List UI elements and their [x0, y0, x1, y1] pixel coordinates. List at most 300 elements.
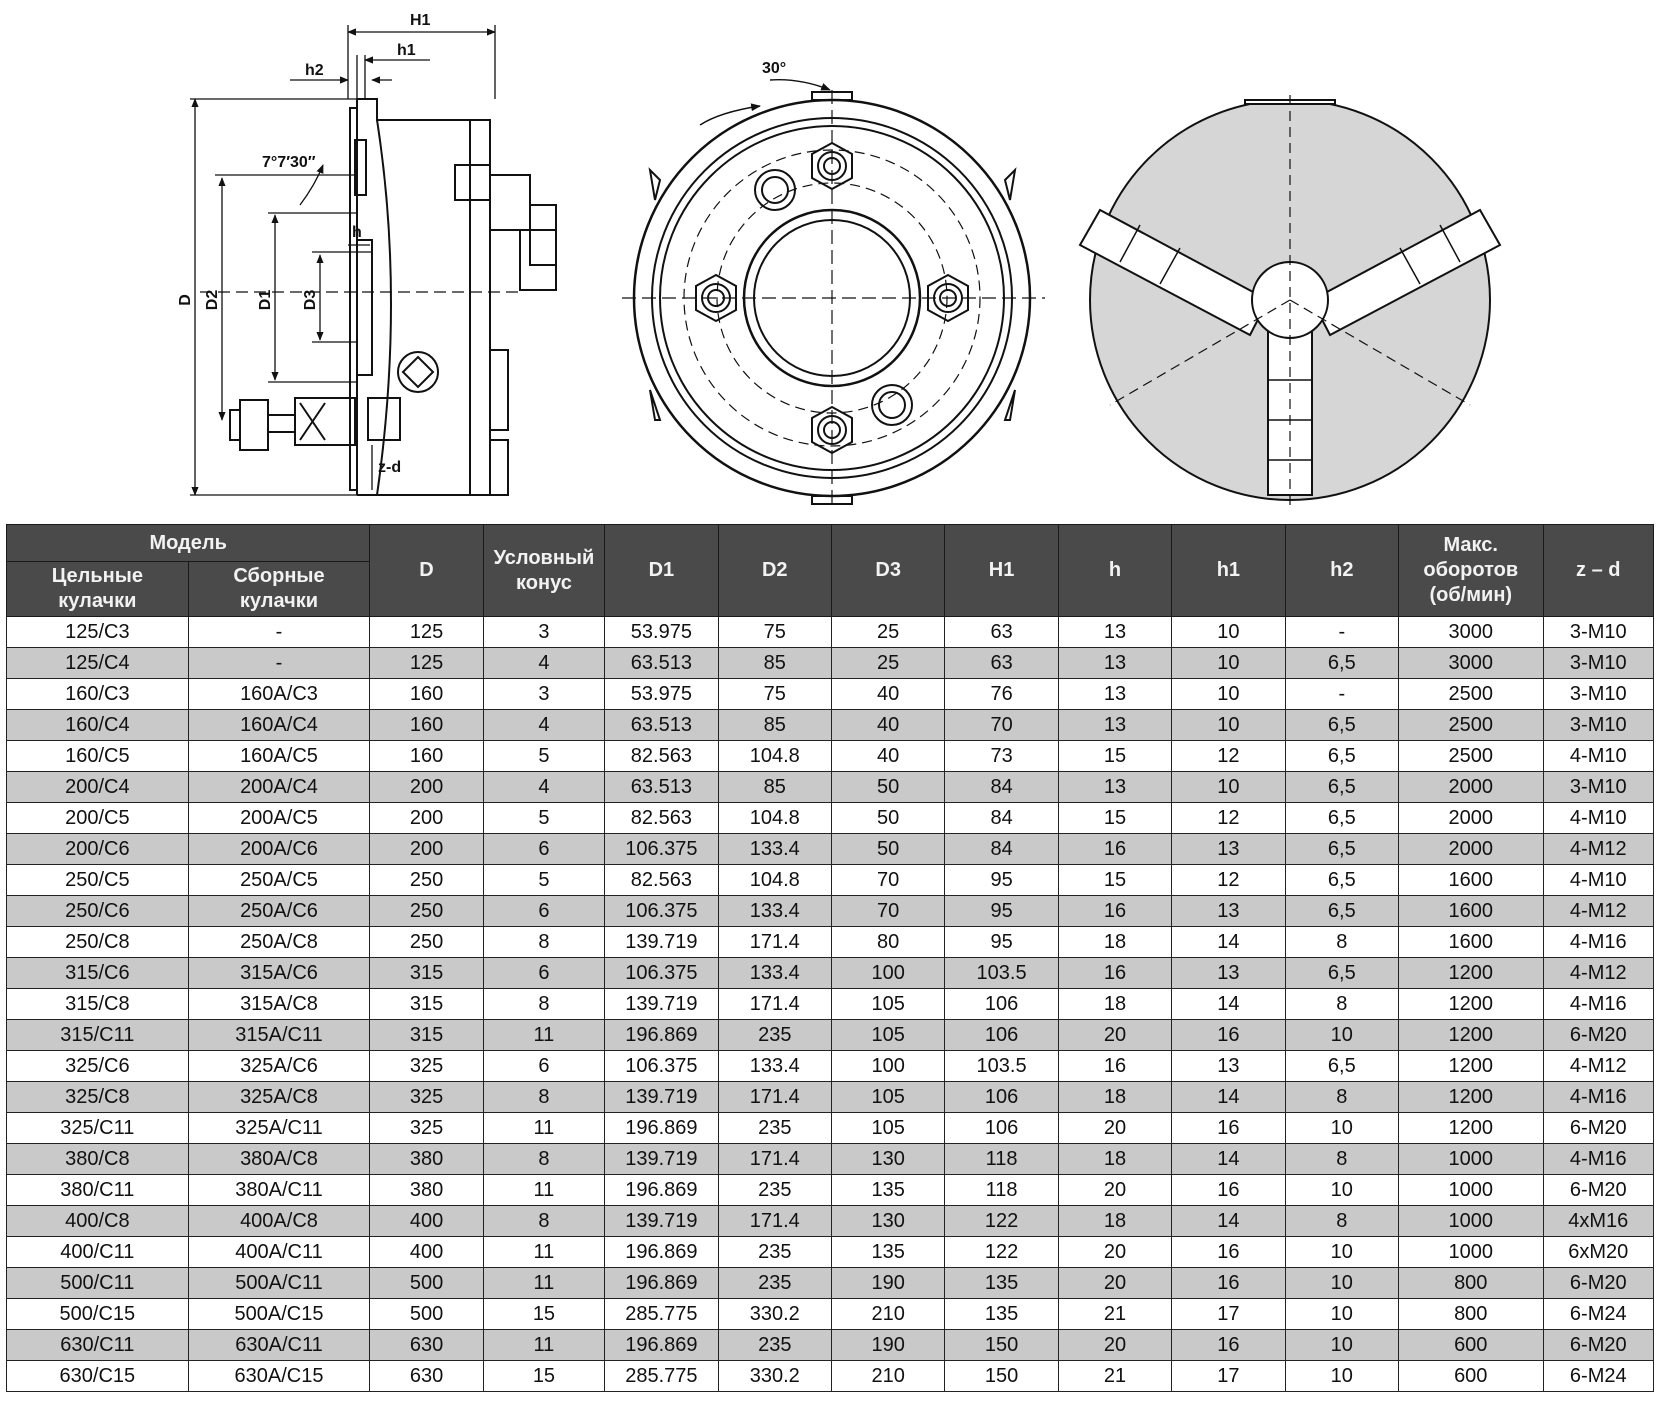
table-cell: 118 [945, 1175, 1058, 1206]
table-cell: - [1285, 617, 1398, 648]
table-cell: 106 [945, 1113, 1058, 1144]
table-cell: 133.4 [718, 896, 831, 927]
table-cell: 53.975 [605, 617, 718, 648]
table-row [7, 834, 1654, 865]
table-cell: 139.719 [605, 927, 718, 958]
table-cell: 15 [1058, 741, 1171, 772]
table-cell: 6-M24 [1543, 1361, 1653, 1392]
table-cell: 14 [1172, 1206, 1285, 1237]
table-cell: 600 [1399, 1361, 1544, 1392]
table-cell: 325A/C8 [188, 1082, 370, 1113]
table-cell: 50 [831, 834, 944, 865]
table-cell: 8 [1285, 1206, 1398, 1237]
table-cell: 85 [718, 648, 831, 679]
table-cell: 105 [831, 989, 944, 1020]
table-cell: 6,5 [1285, 648, 1398, 679]
table-cell: 380 [370, 1175, 483, 1206]
table-cell: 200/C4 [7, 772, 189, 803]
table-cell: 135 [831, 1175, 944, 1206]
header-D2: D2 [718, 525, 831, 617]
table-cell: 16 [1172, 1175, 1285, 1206]
table-cell: 6,5 [1285, 1051, 1398, 1082]
table-cell: 6,5 [1285, 834, 1398, 865]
table-cell: 2500 [1399, 741, 1544, 772]
table-cell: 160/C4 [7, 710, 189, 741]
table-cell: 235 [718, 1268, 831, 1299]
table-cell: 400A/C11 [188, 1237, 370, 1268]
table-cell: 63.513 [605, 710, 718, 741]
table-cell: 85 [718, 710, 831, 741]
table-cell: 3-M10 [1543, 772, 1653, 803]
table-cell: 600 [1399, 1330, 1544, 1361]
table-cell: 325 [370, 1082, 483, 1113]
table-cell: 196.869 [605, 1268, 718, 1299]
table-cell: 160/C5 [7, 741, 189, 772]
table-cell: 196.869 [605, 1175, 718, 1206]
table-cell: 171.4 [718, 927, 831, 958]
table-cell: 200 [370, 772, 483, 803]
table-cell: 160/C3 [7, 679, 189, 710]
table-cell: 500A/C11 [188, 1268, 370, 1299]
table-cell: 18 [1058, 1206, 1171, 1237]
table-cell: 160 [370, 710, 483, 741]
table-cell: 800 [1399, 1299, 1544, 1330]
table-cell: 150 [945, 1361, 1058, 1392]
table-cell: 63 [945, 617, 1058, 648]
table-cell: 171.4 [718, 989, 831, 1020]
table-row [7, 1144, 1654, 1175]
table-cell: 4-M10 [1543, 865, 1653, 896]
table-cell: 250A/C5 [188, 865, 370, 896]
table-row [7, 958, 1654, 989]
table-cell: 63.513 [605, 648, 718, 679]
table-cell: 8 [483, 989, 604, 1020]
table-cell: 196.869 [605, 1237, 718, 1268]
table-cell: 160 [370, 679, 483, 710]
table-cell: 160A/C3 [188, 679, 370, 710]
table-cell: 20 [1058, 1268, 1171, 1299]
table-cell: 106.375 [605, 834, 718, 865]
table-cell: 4-M16 [1543, 989, 1653, 1020]
table-cell: 315 [370, 958, 483, 989]
table-cell: 12 [1172, 803, 1285, 834]
table-cell: - [1285, 679, 1398, 710]
table-cell: 325A/C11 [188, 1113, 370, 1144]
table-cell: 6-M20 [1543, 1330, 1653, 1361]
table-cell: 16 [1172, 1020, 1285, 1051]
table-cell: 330.2 [718, 1299, 831, 1330]
table-cell: 135 [945, 1268, 1058, 1299]
table-cell: 25 [831, 648, 944, 679]
table-cell: 3-M10 [1543, 648, 1653, 679]
table-cell: 315/C6 [7, 958, 189, 989]
table-cell: 11 [483, 1113, 604, 1144]
table-cell: 315A/C11 [188, 1020, 370, 1051]
table-cell: 76 [945, 679, 1058, 710]
table-cell: 6 [483, 958, 604, 989]
table-cell: 4-M12 [1543, 834, 1653, 865]
table-row [7, 772, 1654, 803]
table-cell: 4 [483, 772, 604, 803]
table-cell: 250A/C6 [188, 896, 370, 927]
table-row [7, 1299, 1654, 1330]
table-cell: 4xM16 [1543, 1206, 1653, 1237]
table-cell: 4-M16 [1543, 1082, 1653, 1113]
table-cell: 4-M12 [1543, 958, 1653, 989]
table-cell: 125/C3 [7, 617, 189, 648]
table-cell: 250 [370, 865, 483, 896]
table-cell: 13 [1172, 958, 1285, 989]
header-h2: h2 [1285, 525, 1398, 617]
table-cell: 106.375 [605, 896, 718, 927]
table-row [7, 1051, 1654, 1082]
table-cell: 104.8 [718, 741, 831, 772]
header-h: h [1058, 525, 1171, 617]
table-cell: 2500 [1399, 679, 1544, 710]
table-cell: 20 [1058, 1020, 1171, 1051]
table-cell: 235 [718, 1175, 831, 1206]
table-cell: 6xM20 [1543, 1237, 1653, 1268]
header-max-rpm: Макс. оборотов (об/мин) [1399, 525, 1544, 617]
table-cell: 8 [483, 927, 604, 958]
table-cell: 315 [370, 1020, 483, 1051]
table-cell: 10 [1285, 1268, 1398, 1299]
table-row [7, 1268, 1654, 1299]
table-cell: 6-M20 [1543, 1020, 1653, 1051]
table-cell: 1200 [1399, 958, 1544, 989]
table-cell: 139.719 [605, 1206, 718, 1237]
table-cell: 235 [718, 1237, 831, 1268]
table-cell: 21 [1058, 1299, 1171, 1330]
table-cell: 4-M16 [1543, 1144, 1653, 1175]
table-cell: 315/C8 [7, 989, 189, 1020]
table-cell: - [188, 617, 370, 648]
table-cell: 10 [1172, 710, 1285, 741]
table-cell: 6,5 [1285, 896, 1398, 927]
table-cell: 500 [370, 1268, 483, 1299]
table-cell: 315 [370, 989, 483, 1020]
table-cell: 2000 [1399, 772, 1544, 803]
table-cell: 80 [831, 927, 944, 958]
table-cell: 106 [945, 989, 1058, 1020]
table-cell: 380A/C11 [188, 1175, 370, 1206]
table-cell: 315A/C6 [188, 958, 370, 989]
table-cell: 190 [831, 1268, 944, 1299]
table-cell: 1000 [1399, 1206, 1544, 1237]
table-cell: 4-M12 [1543, 1051, 1653, 1082]
table-cell: 1600 [1399, 927, 1544, 958]
table-cell: 160 [370, 741, 483, 772]
table-cell: 106 [945, 1082, 1058, 1113]
table-cell: 4 [483, 710, 604, 741]
table-cell: 11 [483, 1268, 604, 1299]
table-cell: 139.719 [605, 989, 718, 1020]
table-cell: 3000 [1399, 648, 1544, 679]
table-cell: 16 [1058, 1051, 1171, 1082]
table-cell: 14 [1172, 989, 1285, 1020]
table-cell: 122 [945, 1206, 1058, 1237]
table-cell: 315A/C8 [188, 989, 370, 1020]
header-solid-jaws: Цельные кулачки [7, 562, 189, 617]
table-cell: 8 [1285, 927, 1398, 958]
table-cell: 6-M20 [1543, 1113, 1653, 1144]
table-cell: 6 [483, 834, 604, 865]
table-cell: 14 [1172, 1082, 1285, 1113]
table-cell: 63 [945, 648, 1058, 679]
table-cell: 235 [718, 1113, 831, 1144]
table-cell: 200A/C4 [188, 772, 370, 803]
table-cell: 4-M12 [1543, 896, 1653, 927]
table-cell: 73 [945, 741, 1058, 772]
table-cell: 8 [483, 1206, 604, 1237]
table-cell: 171.4 [718, 1206, 831, 1237]
table-cell: 20 [1058, 1113, 1171, 1144]
table-cell: 330.2 [718, 1361, 831, 1392]
table-cell: 106.375 [605, 1051, 718, 1082]
table-cell: 11 [483, 1330, 604, 1361]
label-h2: h2 [305, 62, 324, 79]
table-cell: 11 [483, 1175, 604, 1206]
table-cell: 70 [945, 710, 1058, 741]
table-cell: 13 [1172, 1051, 1285, 1082]
table-cell: 3-M10 [1543, 679, 1653, 710]
table-cell: 3000 [1399, 617, 1544, 648]
label-D: D [177, 294, 194, 306]
table-cell: 130 [831, 1206, 944, 1237]
label-D2: D2 [204, 289, 221, 311]
label-30deg: 30° [762, 60, 787, 77]
table-cell: 1000 [1399, 1237, 1544, 1268]
table-row [7, 803, 1654, 834]
table-cell: 20 [1058, 1175, 1171, 1206]
table-cell: 235 [718, 1330, 831, 1361]
table-row [7, 865, 1654, 896]
table-cell: 125/C4 [7, 648, 189, 679]
label-angle: 7°7′30″ [262, 154, 316, 171]
table-cell: 6,5 [1285, 958, 1398, 989]
table-cell: 325/C6 [7, 1051, 189, 1082]
table-cell: 630/C11 [7, 1330, 189, 1361]
table-row [7, 1020, 1654, 1051]
table-cell: 400 [370, 1237, 483, 1268]
table-cell: 139.719 [605, 1082, 718, 1113]
table-cell: 196.869 [605, 1330, 718, 1361]
table-cell: 6-M20 [1543, 1175, 1653, 1206]
table-row [7, 1082, 1654, 1113]
table-cell: 325 [370, 1051, 483, 1082]
table-cell: 8 [483, 1082, 604, 1113]
table-cell: 1000 [1399, 1175, 1544, 1206]
table-cell: 160A/C5 [188, 741, 370, 772]
table-cell: 500/C11 [7, 1268, 189, 1299]
label-h1: h1 [397, 42, 416, 59]
table-cell: 500/C15 [7, 1299, 189, 1330]
table-row [7, 896, 1654, 927]
table-cell: 8 [1285, 989, 1398, 1020]
table-cell: 5 [483, 803, 604, 834]
table-cell: 6,5 [1285, 772, 1398, 803]
table-cell: 10 [1172, 772, 1285, 803]
table-cell: 250/C6 [7, 896, 189, 927]
header-zd: z – d [1543, 525, 1653, 617]
table-cell: 122 [945, 1237, 1058, 1268]
table-cell: 133.4 [718, 834, 831, 865]
table-cell: 200 [370, 803, 483, 834]
table-cell: 10 [1285, 1175, 1398, 1206]
table-cell: 800 [1399, 1268, 1544, 1299]
table-cell: 10 [1172, 617, 1285, 648]
table-cell: 6,5 [1285, 710, 1398, 741]
table-cell: 40 [831, 710, 944, 741]
table-cell: 105 [831, 1020, 944, 1051]
table-cell: 196.869 [605, 1020, 718, 1051]
table-cell: 1200 [1399, 1113, 1544, 1144]
table-row [7, 648, 1654, 679]
table-cell: 106 [945, 1020, 1058, 1051]
header-h1: h1 [1172, 525, 1285, 617]
table-cell: 139.719 [605, 1144, 718, 1175]
table-cell: 106.375 [605, 958, 718, 989]
table-cell: 12 [1172, 741, 1285, 772]
table-cell: 150 [945, 1330, 1058, 1361]
table-cell: 11 [483, 1020, 604, 1051]
table-cell: 103.5 [945, 958, 1058, 989]
table-cell: 20 [1058, 1237, 1171, 1268]
header-D3: D3 [831, 525, 944, 617]
table-cell: 40 [831, 679, 944, 710]
table-cell: 135 [831, 1237, 944, 1268]
table-cell: 130 [831, 1144, 944, 1175]
jaw-view [1080, 95, 1500, 505]
table-cell: 17 [1172, 1361, 1285, 1392]
table-row [7, 1361, 1654, 1392]
table-cell: 16 [1172, 1237, 1285, 1268]
table-cell: 100 [831, 958, 944, 989]
side-view [200, 99, 556, 495]
table-cell: 325/C11 [7, 1113, 189, 1144]
header-D1: D1 [605, 525, 718, 617]
table-cell: 85 [718, 772, 831, 803]
table-cell: 285.775 [605, 1361, 718, 1392]
table-cell: 630 [370, 1330, 483, 1361]
table-cell: 14 [1172, 1144, 1285, 1175]
table-cell: 6,5 [1285, 741, 1398, 772]
table-body [7, 617, 1654, 1392]
table-cell: 196.869 [605, 1113, 718, 1144]
table-cell: 10 [1172, 679, 1285, 710]
table-cell: 400/C8 [7, 1206, 189, 1237]
table-cell: 171.4 [718, 1144, 831, 1175]
table-cell: 100 [831, 1051, 944, 1082]
table-cell: 70 [831, 865, 944, 896]
table-row [7, 710, 1654, 741]
table-cell: - [188, 648, 370, 679]
table-cell: 10 [1285, 1020, 1398, 1051]
table-cell: 630A/C15 [188, 1361, 370, 1392]
table-cell: 3-M10 [1543, 710, 1653, 741]
table-row [7, 1206, 1654, 1237]
table-cell: 18 [1058, 1144, 1171, 1175]
table-cell: 285.775 [605, 1299, 718, 1330]
table-cell: 13 [1058, 772, 1171, 803]
table-cell: 1200 [1399, 1051, 1544, 1082]
table-cell: 160A/C4 [188, 710, 370, 741]
table-row [7, 741, 1654, 772]
table-cell: 4-M16 [1543, 927, 1653, 958]
table-cell: 6,5 [1285, 803, 1398, 834]
table-cell: 70 [831, 896, 944, 927]
table-cell: 200/C5 [7, 803, 189, 834]
table-cell: 2500 [1399, 710, 1544, 741]
table-cell: 235 [718, 1020, 831, 1051]
table-cell: 82.563 [605, 741, 718, 772]
table-cell: 118 [945, 1144, 1058, 1175]
table-cell: 15 [483, 1299, 604, 1330]
table-cell: 6 [483, 896, 604, 927]
table-cell: 2000 [1399, 803, 1544, 834]
table-cell: 5 [483, 865, 604, 896]
table-cell: 171.4 [718, 1082, 831, 1113]
header-model: Модель [7, 525, 370, 562]
table-cell: 95 [945, 865, 1058, 896]
table-cell: 16 [1058, 958, 1171, 989]
table-cell: 11 [483, 1237, 604, 1268]
table-cell: 21 [1058, 1361, 1171, 1392]
table-cell: 18 [1058, 989, 1171, 1020]
table-cell: 325 [370, 1113, 483, 1144]
table-cell: 4 [483, 648, 604, 679]
table-cell: 15 [1058, 865, 1171, 896]
table-cell: 18 [1058, 927, 1171, 958]
table-cell: 10 [1285, 1113, 1398, 1144]
table-cell: 53.975 [605, 679, 718, 710]
table-cell: 400 [370, 1206, 483, 1237]
table-cell: 16 [1172, 1113, 1285, 1144]
table-row [7, 1330, 1654, 1361]
table-cell: 75 [718, 617, 831, 648]
table-cell: 82.563 [605, 803, 718, 834]
label-D3: D3 [302, 289, 319, 311]
table-cell: 2000 [1399, 834, 1544, 865]
header-H1: H1 [945, 525, 1058, 617]
table-row [7, 617, 1654, 648]
table-cell: 135 [945, 1299, 1058, 1330]
table-cell: 8 [1285, 1144, 1398, 1175]
table-cell: 133.4 [718, 1051, 831, 1082]
table-cell: 210 [831, 1299, 944, 1330]
table-cell: 84 [945, 803, 1058, 834]
label-h: h [352, 224, 362, 241]
table-cell: 105 [831, 1113, 944, 1144]
table-row [7, 927, 1654, 958]
table-cell: 125 [370, 648, 483, 679]
table-cell: 95 [945, 927, 1058, 958]
table-cell: 630A/C11 [188, 1330, 370, 1361]
table-cell: 13 [1058, 648, 1171, 679]
table-cell: 3 [483, 617, 604, 648]
table-cell: 1600 [1399, 896, 1544, 927]
table-cell: 4-M10 [1543, 741, 1653, 772]
table-cell: 315/C11 [7, 1020, 189, 1051]
table-cell: 500A/C15 [188, 1299, 370, 1330]
table-cell: 6-M20 [1543, 1268, 1653, 1299]
table-cell: 6 [483, 1051, 604, 1082]
table-cell: 25 [831, 617, 944, 648]
table-cell: 10 [1172, 648, 1285, 679]
label-H1: H1 [410, 12, 431, 29]
table-cell: 16 [1172, 1268, 1285, 1299]
table-cell: 10 [1285, 1330, 1398, 1361]
